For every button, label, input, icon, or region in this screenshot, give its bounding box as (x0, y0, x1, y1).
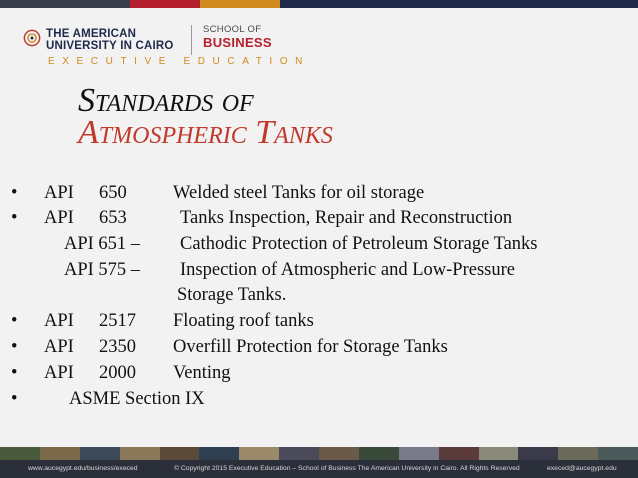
top-color-bar (0, 0, 638, 8)
standard-code: ASME Section IX (69, 389, 205, 409)
footer-email-link[interactable]: execed@aucegypt.edu (547, 465, 617, 472)
standard-number: 650 (99, 183, 127, 203)
business-label: BUSINESS (203, 35, 272, 50)
standard-description: Venting (173, 363, 231, 383)
standard-description: Overfill Protection for Storage Tanks (173, 337, 448, 357)
standard-description: Cathodic Protection of Petroleum Storage Tanks (180, 234, 538, 254)
standard-code: API 575 – (64, 260, 141, 280)
standard-description: Inspection of Atmospheric and Low-Pressure (180, 260, 515, 280)
standard-code: API (44, 363, 74, 383)
standard-code: API (44, 183, 74, 203)
standard-number: 2350 (99, 337, 136, 357)
bullet: • (11, 389, 18, 409)
bullet: • (11, 363, 18, 383)
standard-number: 653 (99, 208, 127, 228)
bullet: • (11, 311, 18, 331)
university-name-line2: UNIVERSITY IN CAIRO (46, 40, 174, 52)
standard-description: Floating roof tanks (173, 311, 314, 331)
logo-divider (191, 25, 192, 55)
standard-code: API (44, 311, 74, 331)
university-name-line1: THE AMERICAN (46, 28, 137, 40)
auc-emblem-icon (23, 29, 41, 47)
standard-code: API (44, 208, 74, 228)
school-of-label: SCHOOL OF (203, 24, 262, 35)
bullet: • (11, 183, 18, 203)
bullet: • (11, 337, 18, 357)
bullet: • (11, 208, 18, 228)
footer-copyright: © Copyright 2015 Executive Education – School of Business The American University in Cairo. All Rights Reserved (174, 465, 520, 472)
header-branding (0, 8, 638, 76)
slide-title-line1: Standards of (78, 82, 254, 119)
standard-description: Welded steel Tanks for oil storage (173, 183, 425, 203)
standard-code: API (44, 337, 74, 357)
footer (0, 460, 638, 478)
standard-number: 2517 (99, 311, 136, 331)
standard-description: Storage Tanks. (177, 285, 287, 305)
standard-description: Tanks Inspection, Repair and Reconstruction (180, 208, 513, 228)
footer-website-link[interactable]: www.aucegypt.edu/business/execed (28, 465, 138, 472)
slide-title-line2: Atmospheric Tanks (78, 114, 333, 151)
standard-number: 2000 (99, 363, 136, 383)
executive-education-label: EXECUTIVE EDUCATION (48, 56, 311, 67)
standard-code: API 651 – (64, 234, 141, 254)
decorative-photo-strip (0, 447, 638, 460)
